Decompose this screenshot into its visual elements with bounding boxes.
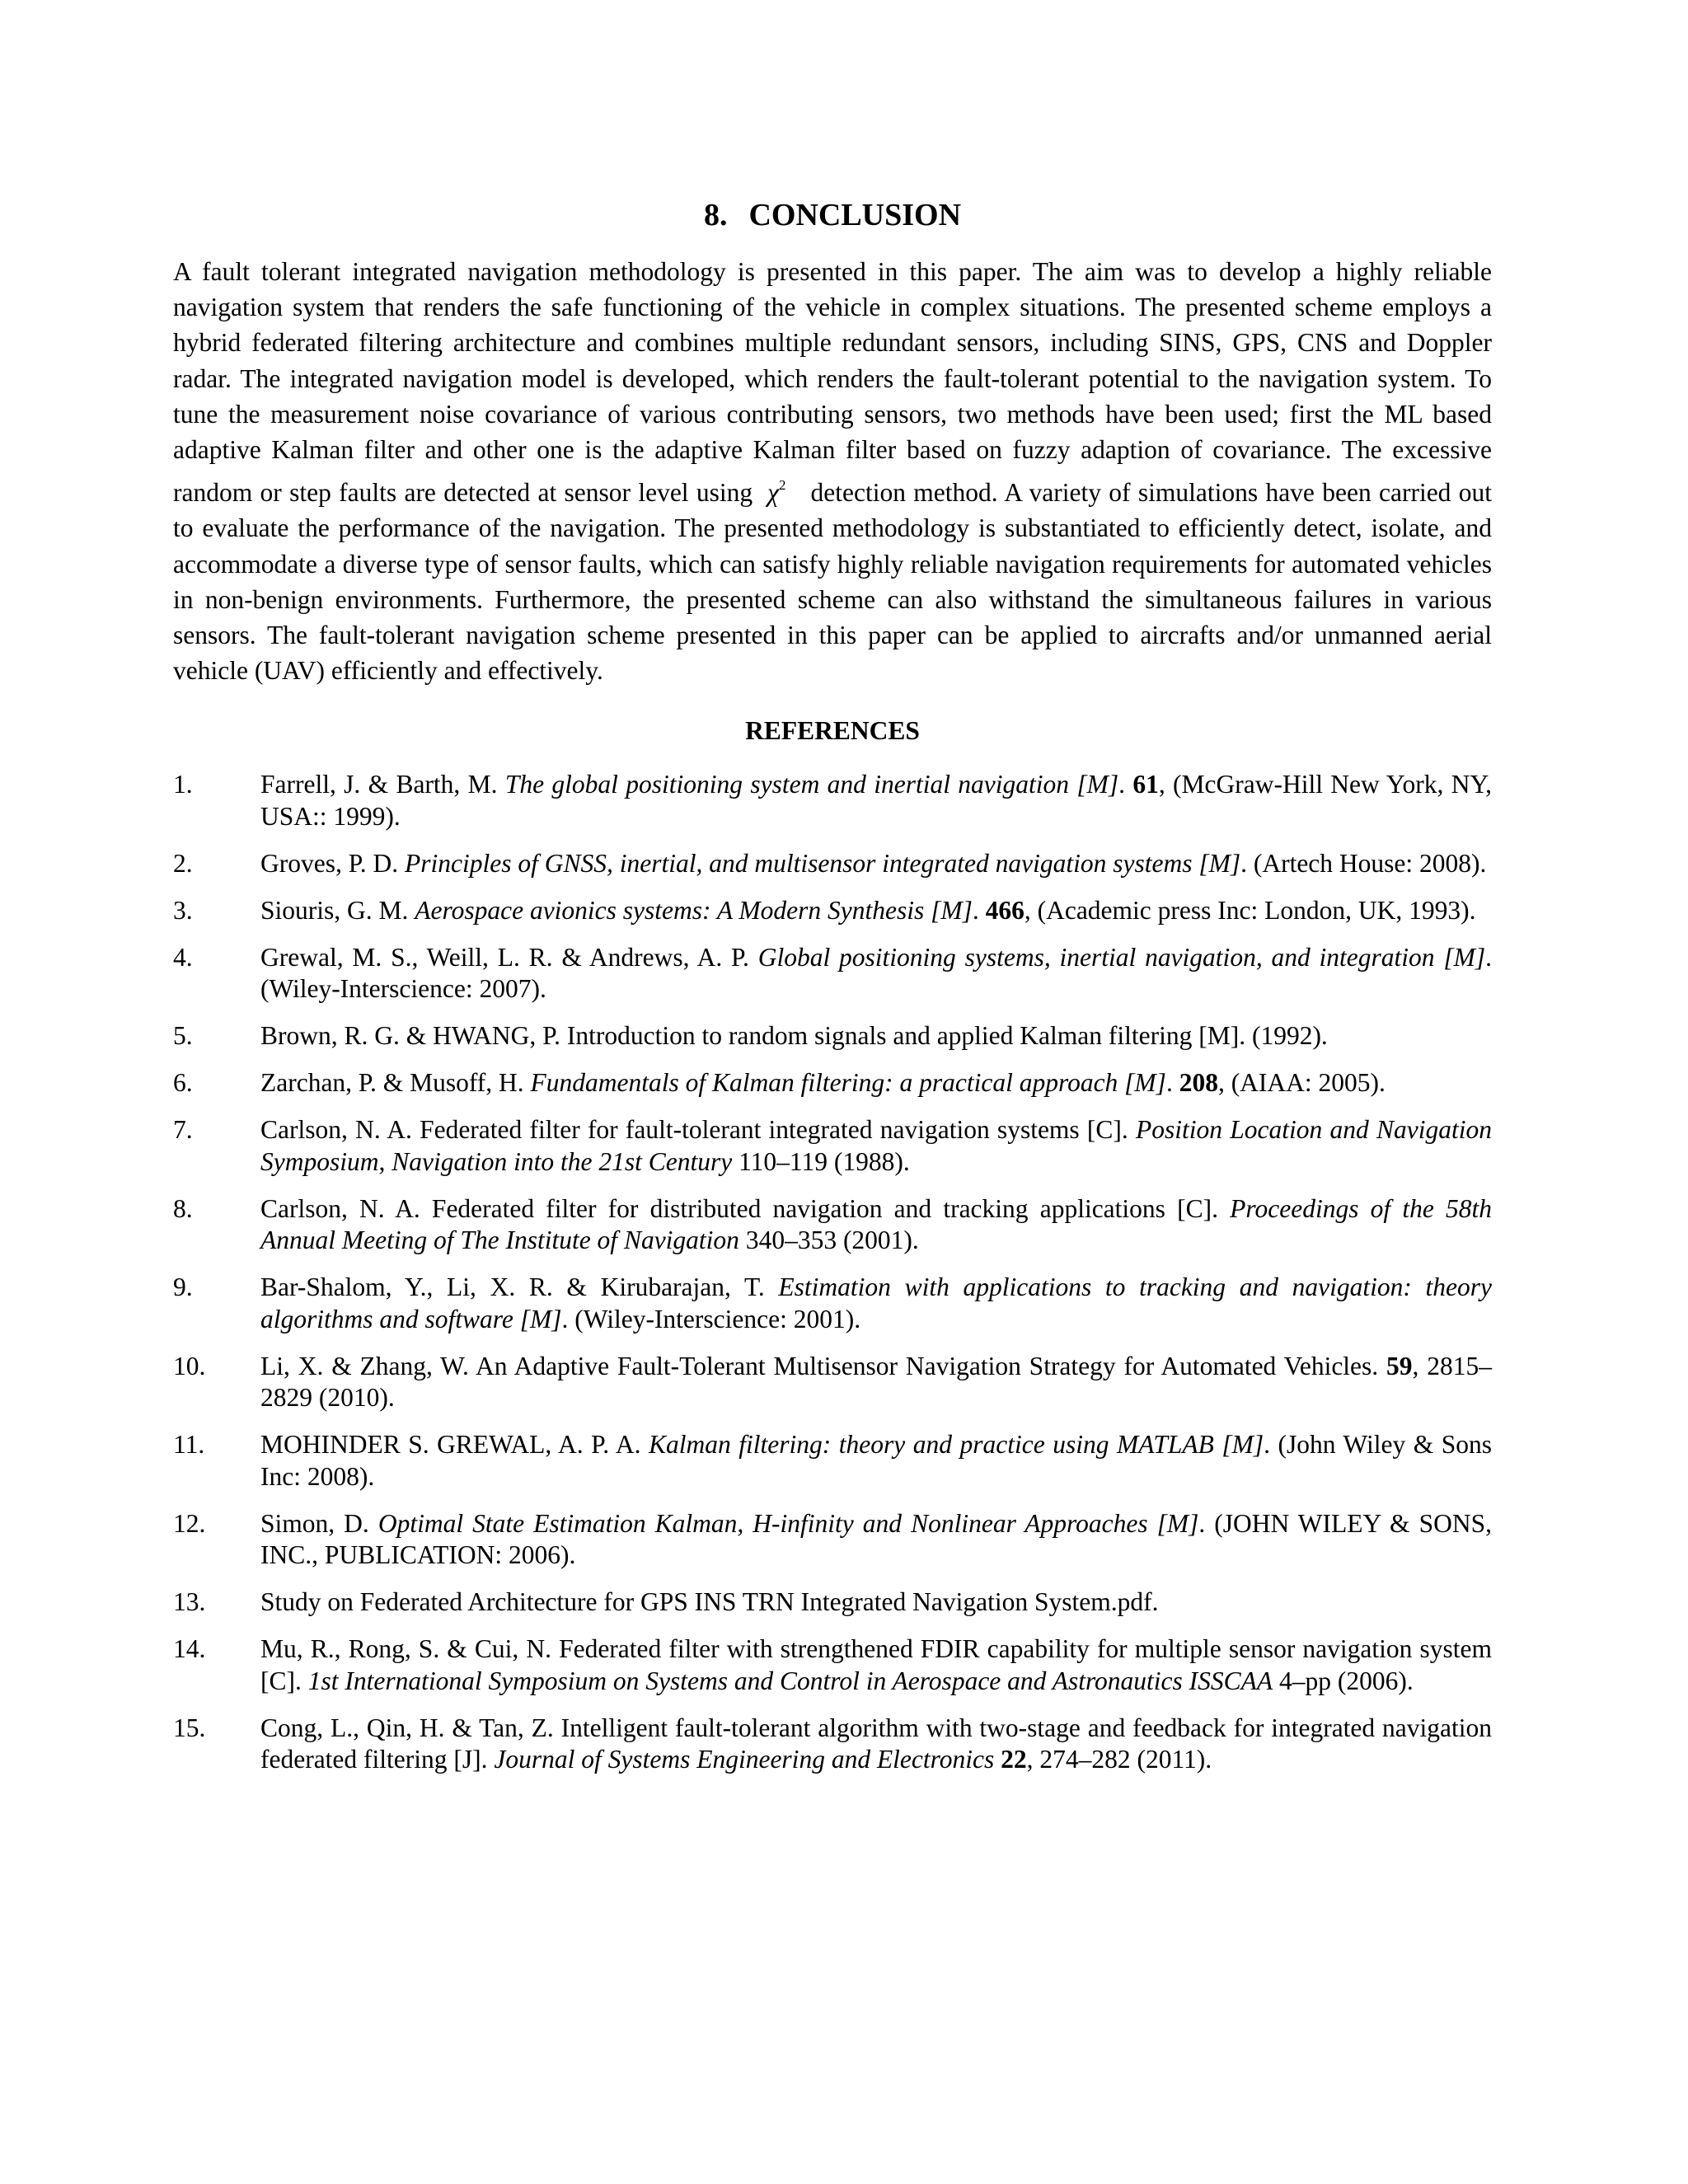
reference-italic-text: The global positioning system and inertial navigation [M] — [504, 770, 1119, 799]
paper-page — [173, 194, 1492, 1791]
reference-plain-text: Simon, D. — [260, 1508, 378, 1538]
reference-text — [260, 1713, 1492, 1776]
reference-text — [260, 895, 1492, 927]
reference-item — [173, 848, 1492, 880]
conclusion-text-part1: A fault tolerant integrated navigation methodology is presented in this paper. The aim was to develop a highly reliable navigation system that renders the safe functioning of the vehicle in complex situations. The presented scheme employs a hybrid federated filtering architecture and combines multiple redundant sensors, including SINS, GPS, CNS and Doppler radar. The integrated navigation model is developed, which renders the fault-tolerant potential to the navigation system. To tune the measurement noise covariance of various contributing sensors, two methods have been used; first the ML based adaptive Kalman filter and other one is the adaptive Kalman filter based on fuzzy adaption of covariance. The excessive random or step faults are detected at sensor level using — [173, 257, 1492, 508]
reference-text — [260, 1633, 1492, 1697]
reference-plain-text: Carlson, N. A. Federated filter for fault-tolerant integrated navigation systems [C]. — [260, 1115, 1137, 1145]
reference-plain-text: 110–119 (1988). — [732, 1146, 910, 1176]
reference-text — [260, 1020, 1492, 1052]
reference-number: 3. — [173, 895, 193, 925]
chi-squared-symbol — [767, 467, 785, 510]
reference-number: 5. — [173, 1021, 193, 1051]
reference-item — [173, 1272, 1492, 1335]
reference-item — [173, 1020, 1492, 1052]
reference-plain-text: , 274–282 (2011). — [1026, 1745, 1212, 1774]
reference-item — [173, 1586, 1492, 1619]
reference-number: 11. — [173, 1430, 205, 1460]
reference-italic-text: Principles of GNSS, inertial, and multisensor integrated navigation systems [M] — [405, 848, 1241, 878]
reference-text — [260, 1067, 1492, 1099]
reference-text — [260, 1508, 1492, 1572]
reference-italic-text: Fundamentals of Kalman filtering: a practical approach [M] — [530, 1068, 1166, 1098]
reference-italic-text: Optimal State Estimation Kalman, H-infinity and Nonlinear Approaches [M] — [377, 1508, 1199, 1538]
reference-plain-text: , (McGraw-Hill New York, NY, USA:: 1999). — [260, 770, 1493, 831]
reference-number: 12. — [173, 1508, 206, 1538]
reference-volume: 466 — [985, 895, 1025, 925]
reference-plain-text: Mu, R., Rong, S. & Cui, N. Federated filter with strengthened FDIR capability for multiple sensor navigation system [C]. — [260, 1634, 1492, 1695]
chi-letter: χ — [767, 478, 779, 508]
reference-number: 13. — [173, 1587, 206, 1617]
reference-number: 9. — [173, 1272, 193, 1302]
reference-plain-text: . (Wiley-Interscience: 2007). — [260, 942, 1492, 1004]
reference-item — [173, 895, 1492, 927]
reference-italic-text: Global positioning systems, inertial navigation, and integration [M] — [757, 942, 1486, 972]
reference-item — [173, 1351, 1492, 1414]
reference-plain-text: Groves, P. D. — [260, 848, 406, 878]
reference-italic-text: Journal of Systems Engineering and Electronics — [494, 1745, 995, 1774]
reference-plain-text: . — [1118, 770, 1133, 799]
reference-text — [260, 1586, 1492, 1619]
reference-plain-text: Carlson, N. A. Federated filter for distributed navigation and tracking applications [C]. — [260, 1193, 1231, 1223]
reference-number: 14. — [173, 1634, 206, 1664]
reference-number: 1. — [173, 770, 193, 799]
chi-exponent: 2 — [779, 477, 786, 494]
reference-text — [260, 769, 1492, 832]
reference-plain-text: . (John Wiley & Sons Inc: 2008). — [260, 1430, 1493, 1491]
reference-plain-text: Li, X. & Zhang, W. An Adaptive Fault-Tolerant Multisensor Navigation Strategy for Automated Vehicles. — [260, 1351, 1387, 1380]
reference-plain-text: Grewal, M. S., Weill, L. R. & Andrews, A. P. — [260, 942, 758, 972]
reference-plain-text: Brown, R. G. & HWANG, P. Introduction to random signals and applied Kalman filtering [M]. (1992). — [260, 1021, 1328, 1051]
reference-item — [173, 1114, 1492, 1178]
section-title: CONCLUSION — [748, 198, 962, 232]
reference-volume: 61 — [1132, 770, 1159, 799]
reference-italic-text: Position Location and Navigation Symposium, Navigation into the 21st Century — [260, 1115, 1492, 1176]
reference-text — [260, 942, 1492, 1005]
reference-plain-text: . (JOHN WILEY & SONS, INC., PUBLICATION: 2006). — [260, 1508, 1492, 1570]
section-number: 8. — [703, 198, 728, 232]
reference-plain-text: Cong, L., Qin, H. & Tan, Z. Intelligent fault-tolerant algorithm with two-stage and feedback for integrated navigation federated filtering [J]. — [260, 1713, 1492, 1774]
reference-plain-text: . (Artech House: 2008). — [1240, 848, 1487, 878]
reference-text — [260, 848, 1492, 880]
reference-item — [173, 1429, 1492, 1493]
reference-text — [260, 1429, 1492, 1493]
reference-number: 2. — [173, 848, 193, 878]
reference-italic-text: Estimation with applications to tracking and navigation: theory algorithms and software [M] — [260, 1272, 1492, 1333]
reference-plain-text: . — [1165, 1068, 1179, 1098]
reference-plain-text: 4–pp (2006). — [1273, 1666, 1414, 1695]
reference-item — [173, 1713, 1492, 1776]
reference-italic-text: Proceedings of the 58th Annual Meeting of The Institute of Navigation — [260, 1193, 1492, 1255]
reference-volume: 22 — [1001, 1745, 1027, 1774]
references-list — [173, 769, 1492, 1776]
reference-number: 15. — [173, 1713, 206, 1742]
reference-text — [260, 1114, 1492, 1178]
reference-number: 4. — [173, 942, 193, 972]
reference-number: 7. — [173, 1115, 193, 1145]
reference-italic-text: Kalman filtering: theory and practice using MATLAB [M] — [649, 1430, 1264, 1460]
section-heading — [173, 194, 1492, 236]
reference-item — [173, 1193, 1492, 1257]
reference-plain-text: Siouris, G. M. — [260, 895, 415, 925]
reference-plain-text — [994, 1745, 1001, 1774]
reference-plain-text: Zarchan, P. & Musoff, H. — [260, 1068, 531, 1098]
conclusion-text-part2: detection method. A variety of simulations have been carried out to evaluate the performance of the navigation. The presented methodology is substantiated to efficiently detect, isolate, and accommodate a diverse type of sensor faults, which can satisfy highly reliable navigation requirements for automated vehicles in non-benign environments. Furthermore, the presented scheme can also withstand the simultaneous failures in various sensors. The fault-tolerant navigation scheme presented in this paper can be applied to aircrafts and/or unmanned aerial vehicle (UAV) efficiently and effectively. — [173, 478, 1493, 686]
reference-volume: 208 — [1179, 1068, 1218, 1098]
reference-plain-text: 340–353 (2001). — [738, 1226, 919, 1255]
conclusion-paragraph — [173, 254, 1492, 688]
reference-text — [260, 1272, 1492, 1335]
reference-plain-text: MOHINDER S. GREWAL, A. P. A. — [260, 1430, 649, 1460]
reference-text — [260, 1193, 1492, 1257]
reference-plain-text: Bar-Shalom, Y., Li, X. R. & Kirubarajan, T. — [260, 1272, 779, 1302]
references-heading: REFERENCES — [745, 716, 920, 746]
reference-plain-text: , (AIAA: 2005). — [1217, 1068, 1386, 1098]
reference-volume: 59 — [1386, 1351, 1413, 1380]
reference-item — [173, 1067, 1492, 1099]
reference-item — [173, 1633, 1492, 1697]
reference-item — [173, 942, 1492, 1005]
reference-text — [260, 1351, 1492, 1414]
reference-item — [173, 769, 1492, 832]
reference-item — [173, 1508, 1492, 1572]
reference-plain-text: . (Wiley-Interscience: 2001). — [561, 1304, 861, 1333]
reference-number: 8. — [173, 1193, 193, 1223]
reference-italic-text: 1st International Symposium on Systems and Control in Aerospace and Astronautics ISSCAA — [307, 1666, 1273, 1695]
reference-plain-text: Study on Federated Architecture for GPS INS TRN Integrated Navigation System.pdf. — [260, 1587, 1159, 1617]
reference-plain-text: . — [972, 895, 986, 925]
reference-italic-text: Aerospace avionics systems: A Modern Synthesis [M] — [415, 895, 973, 925]
reference-plain-text: , 2815–2829 (2010). — [260, 1351, 1493, 1413]
reference-plain-text: , (Academic press Inc: London, UK, 1993). — [1024, 895, 1476, 925]
reference-number: 10. — [173, 1351, 206, 1380]
reference-number: 6. — [173, 1068, 193, 1098]
reference-plain-text: Farrell, J. & Barth, M. — [260, 770, 505, 799]
